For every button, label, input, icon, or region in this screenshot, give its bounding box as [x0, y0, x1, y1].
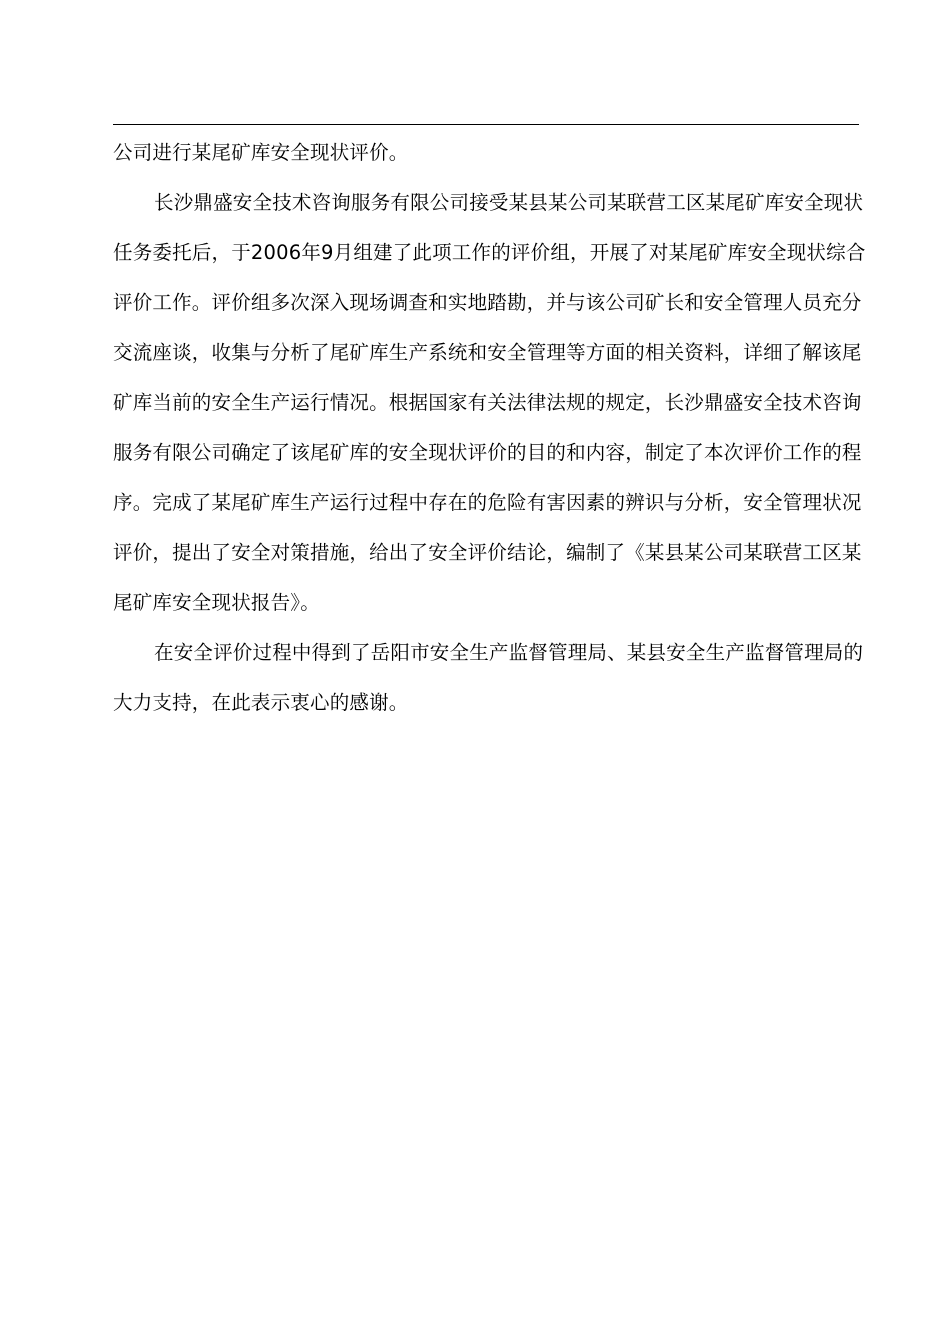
header-rule	[113, 124, 859, 125]
paragraph-evaluation-process: 长沙鼎盛安全技术咨询服务有限公司接受某县某公司某联营工区某尾矿库安全现状任务委托后，于2006年9月组建了此项工作的评价组，开展了对某尾矿库安全现状综合评价工作。评价组多次深入现场调查和实地踏勘，并与该公司矿长和安全管理人员充分交流座谈，收集与分析了尾矿库生产系统和安全管理等方面的相关资料，详细了解该尾矿库当前的安全生产运行情况。根据国家有关法律法规的规定，长沙鼎盛安全技术咨询服务有限公司确定了该尾矿库的安全现状评价的目的和内容，制定了本次评价工作的程序。完成了某尾矿库生产运行过程中存在的危险有害因素的辨识与分析，安全管理状况评价，提出了安全对策措施，给出了安全评价结论，编制了《某县某公司某联营工区某尾矿库安全现状报告》。	[113, 191, 866, 614]
paragraph-acknowledgement: 在安全评价过程中得到了岳阳市安全生产监督管理局、某县安全生产监督管理局的大力支持，在此表示衷心的感谢。	[113, 641, 864, 714]
paragraph-continuation: 公司进行某尾矿库安全现状评价。	[113, 141, 409, 164]
document-body	[113, 128, 869, 728]
